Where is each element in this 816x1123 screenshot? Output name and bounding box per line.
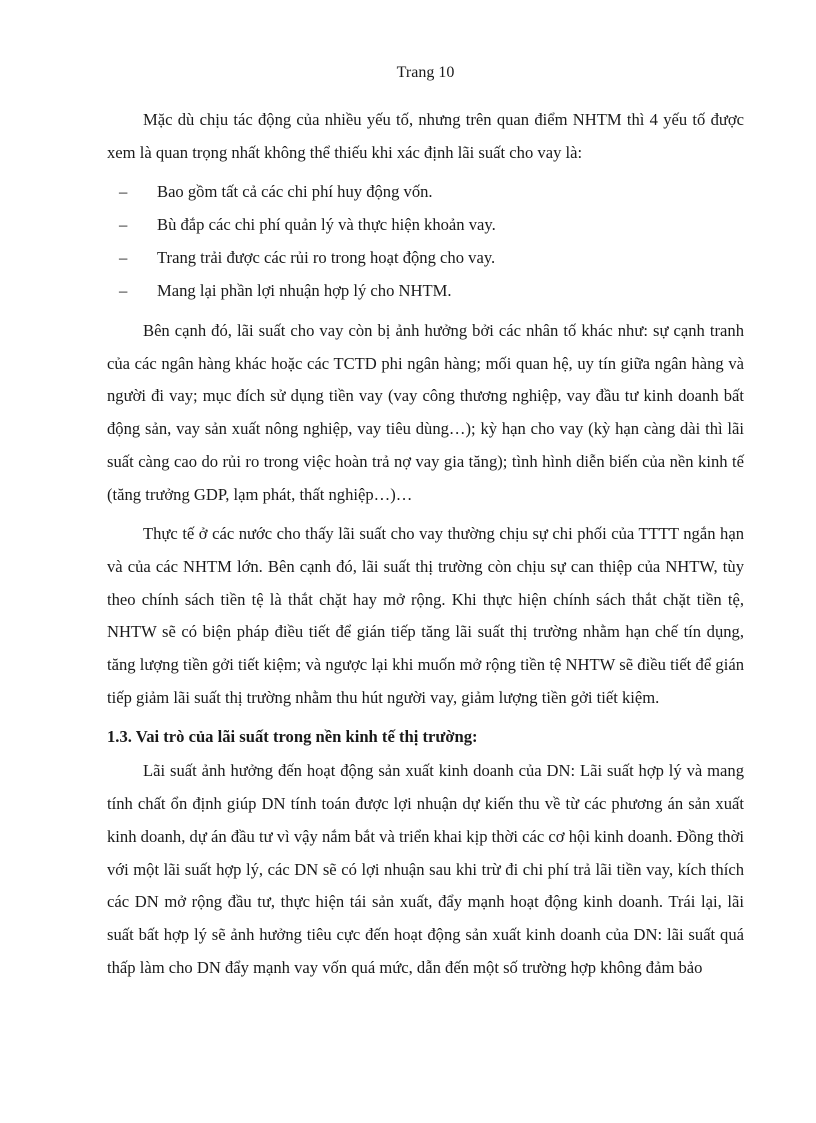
dash-bullet: – — [119, 215, 128, 235]
paragraph-other-factors: Bên cạnh đó, lãi suất cho vay còn bị ảnh hưởng bởi các nhân tố khác như: sự cạnh tranh của các ngân hàng khác hoặc các TCTD phi ngân hàng; mối quan hệ, uy tín giữa ngân hàng và người đi vay; mục đích sử dụng tiền vay (vay công thương nghiệp, vay đầu tư kinh doanh bất động sản, vay sản xuất nông nghiệp, vay tiêu dùng…); kỳ hạn cho vay (kỳ hạn càng dài thì lãi suất càng cao do rủi ro trong việc hoàn trả nợ vay gia tăng); tình hình diễn biến của nền kinh tế (tăng trưởng GDP, lạm phát, thất nghiệp…)… — [107, 321, 744, 504]
list-item — [107, 275, 744, 308]
dash-bullet: – — [119, 182, 128, 202]
list-item — [107, 176, 744, 209]
paragraph-intro: Mặc dù chịu tác động của nhiều yếu tố, nhưng trên quan điểm NHTM thì 4 yếu tố được xem là quan trọng nhất không thể thiếu khi xác định lãi suất cho vay là: — [107, 110, 744, 162]
list-item — [107, 242, 744, 275]
section-heading: 1.3. Vai trò của lãi suất trong nền kinh tế thị trường: — [107, 727, 478, 747]
paragraph-practice: Thực tế ở các nước cho thấy lãi suất cho vay thường chịu sự chi phối của TTTT ngắn hạn và của các NHTM lớn. Bên cạnh đó, lãi suất thị trường còn chịu sự can thiệp của NHTW, tùy theo chính sách tiền tệ là thắt chặt hay mở rộng. Khi thực hiện chính sách thắt chặt tiền tệ, NHTW sẽ có biện pháp điều tiết để gián tiếp tăng lãi suất thị trường nhằm hạn chế tín dụng, tăng lượng tiền gởi tiết kiệm; và ngược lại khi muốn mở rộng tiền tệ NHTW sẽ điều tiết để gián tiếp giảm lãi suất thị trường nhằm thu hút người vay, giảm lượng tiền gởi tiết kiệm. — [107, 524, 744, 707]
list-item-text: Trang trải được các rủi ro trong hoạt động cho vay. — [157, 248, 496, 268]
factor-list — [107, 176, 744, 308]
dash-bullet: – — [119, 248, 128, 268]
list-item-text: Mang lại phần lợi nhuận hợp lý cho NHTM. — [157, 281, 452, 301]
paragraph-role: Lãi suất ảnh hưởng đến hoạt động sản xuất kinh doanh của DN: Lãi suất hợp lý và mang tính chất ổn định giúp DN tính toán được lợi nhuận dự kiến thu về từ các phương án sản xuất kinh doanh, dự án đầu tư vì vậy nắm bắt và triển khai kịp thời các cơ hội kinh doanh. Đồng thời với một lãi suất hợp lý, các DN sẽ có lợi nhuận sau khi trừ đi chi phí trả lãi tiền vay, kích thích các DN mở rộng đầu tư, thực hiện tái sản xuất, đẩy mạnh hoạt động kinh doanh. Trái lại, lãi suất bất hợp lý sẽ ảnh hưởng tiêu cực đến hoạt động sản xuất kinh doanh của DN: lãi suất quá thấp làm cho DN đẩy mạnh vay vốn quá mức, dẫn đến một số trường hợp không đảm bảo — [107, 761, 744, 977]
list-item — [107, 209, 744, 242]
dash-bullet: – — [119, 281, 128, 301]
list-item-text: Bù đắp các chi phí quản lý và thực hiện khoản vay. — [157, 215, 496, 235]
list-item-text: Bao gồm tất cả các chi phí huy động vốn. — [157, 182, 433, 202]
page-number: Trang 10 — [396, 64, 455, 81]
